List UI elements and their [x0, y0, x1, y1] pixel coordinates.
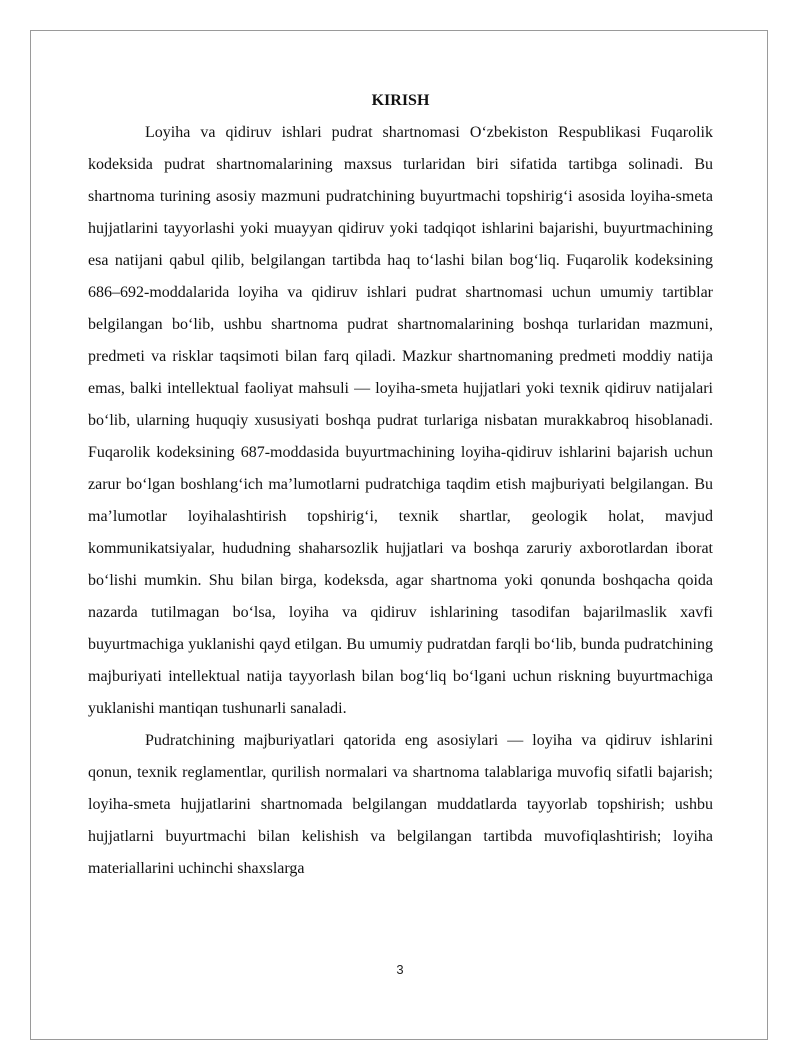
document-body	[88, 85, 713, 885]
paragraph-2: Pudratchining majburiyatlari qatorida eng asosiylari — loyiha va qidiruv ishlarini qonun, texnik reglamentlar, qurilish normalari va shartnoma talablariga muvofiq sifatli bajarish; loyiha-smeta hujjatlarini shartnomada belgilangan muddatlarda tayyorlab topshirish; ushbu hujjatlarni buyurtmachi bilan kelishish va belgilangan tartibda muvofiqlashtirish; loyiha materiallarini uchinchi shaxslarga	[88, 732, 713, 877]
document-heading: KIRISH	[371, 92, 430, 109]
page-number: 3	[396, 962, 404, 977]
paragraph-1: Loyiha va qidiruv ishlari pudrat shartnomasi O‘zbekiston Respublikasi Fuqarolik kodeksida pudrat shartnomalarining maxsus turlaridan biri sifatida tartibga solinadi. Bu shartnoma turining asosiy mazmuni pudratchining buyurtmachi topshirig‘i asosida loyiha-smeta hujjatlarini tayyorlashi yoki muayyan qidiruv yoki tadqiqot ishlarini bajarishi, buyurtmachining esa natijani qabul qilib, belgilangan tartibda haq to‘lashi bilan bog‘liq. Fuqarolik kodeksining 686–692-moddalarida loyiha va qidiruv ishlari pudrat shartnomasi uchun umumiy tartiblar belgilangan bo‘lib, ushbu shartnoma pudrat shartnomalarining boshqa turlaridan mazmuni, predmeti va risklar taqsimoti bilan farq qiladi. Mazkur shartnomaning predmeti moddiy natija emas, balki intellektual faoliyat mahsuli — loyiha-smeta hujjatlari yoki texnik qidiruv natijalari bo‘lib, ularning huquqiy xususiyati boshqa pudrat turlariga nisbatan murakkabroq hisoblanadi. Fuqarolik kodeksining 687-moddasida buyurtmachining loyiha-qidiruv ishlarini bajarish uchun zarur bo‘lgan boshlang‘ich ma’lumotlarni pudratchiga taqdim etish majburiyati belgilangan. Bu ma’lumotlar loyihalashtirish topshirig‘i, texnik shartlar, geologik holat, mavjud kommunikatsiyalar, hududning shaharsozlik hujjatlari va boshqa zaruriy axborotlardan iborat bo‘lishi mumkin. Shu bilan birga, kodeksda, agar shartnoma yoki qonunda boshqacha qoida nazarda tutilmagan bo‘lsa, loyiha va qidiruv ishlarining tasodifan bajarilmaslik xavfi buyurtmachiga yuklanishi qayd etilgan. Bu umumiy pudratdan farqli bo‘lib, bunda pudratchining majburiyati intellektual natija tayyorlash bilan bog‘liq bo‘lgani uchun riskning buyurtmachiga yuklanishi mantiqan tushunarli sanaladi.	[88, 124, 713, 717]
